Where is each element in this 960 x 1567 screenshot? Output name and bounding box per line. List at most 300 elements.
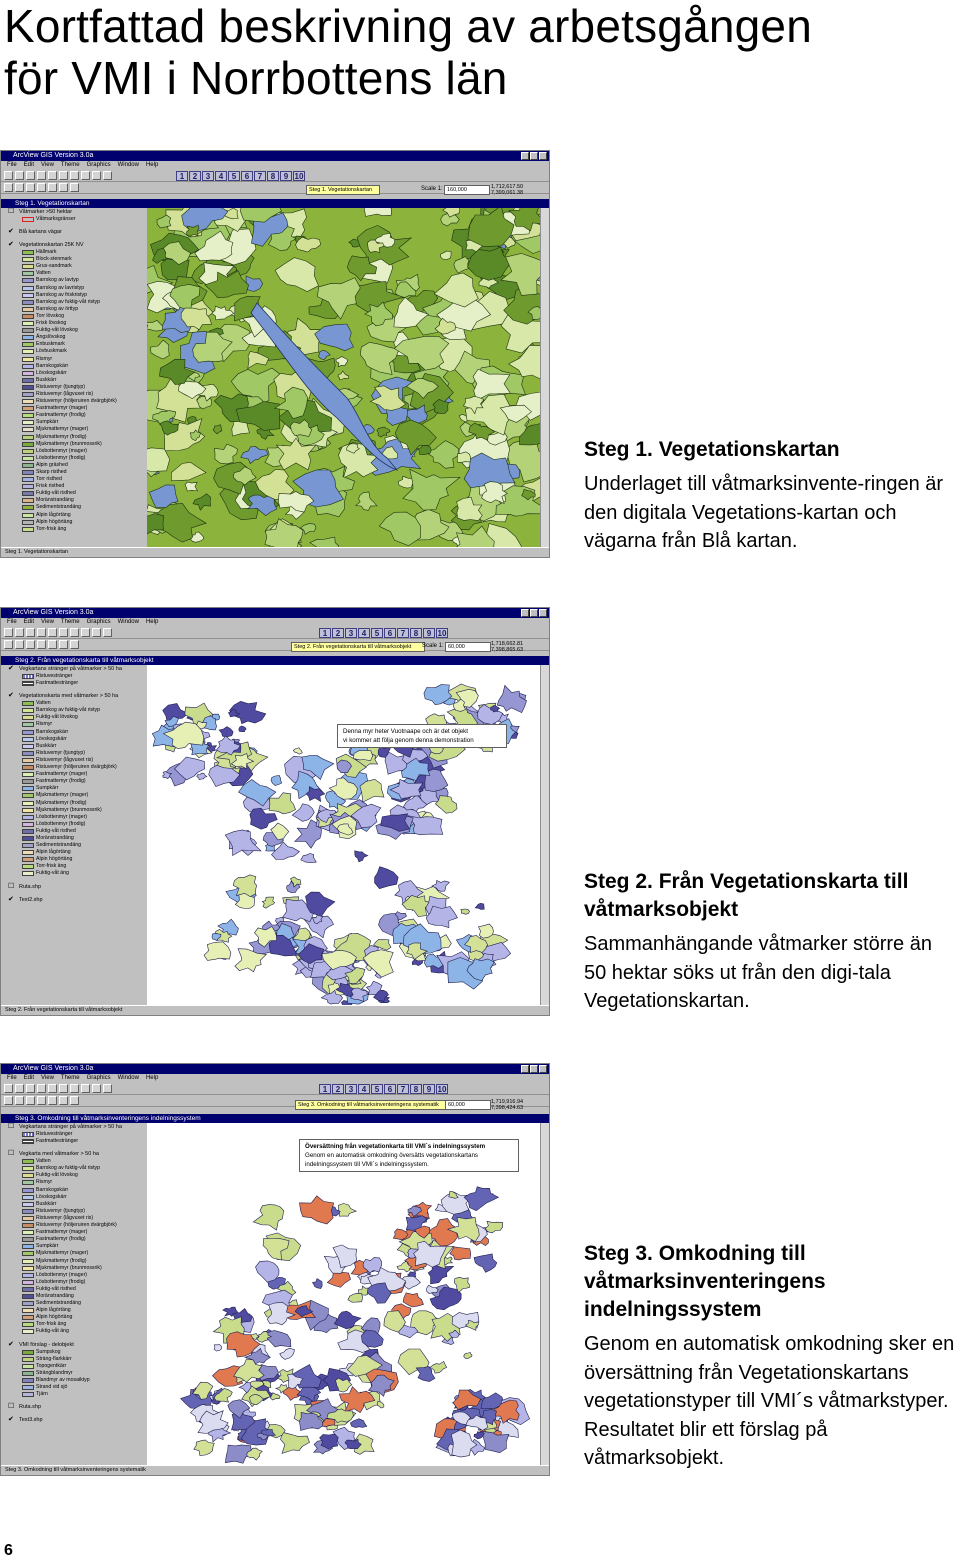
toc-theme-ruta[interactable] [1, 883, 147, 891]
close-button[interactable] [539, 1065, 547, 1073]
status-text: Steg 2. Från vegetationskarta till våtmarksobjekt [5, 1007, 123, 1013]
step-button-7[interactable]: 7 [397, 628, 409, 638]
legend-item [1, 519, 147, 526]
status-text: Steg 1. Vegetationskartan [5, 549, 68, 555]
legend-label: Rismyr [36, 355, 53, 362]
view-titlebar [1, 656, 549, 665]
legend-label: Torr-frisk äng [36, 525, 67, 532]
add-theme-icon[interactable] [15, 171, 24, 180]
legend-label: Torr-frisk äng [36, 863, 67, 870]
legend-item [1, 785, 147, 792]
legend-swatch [22, 1209, 34, 1214]
legend-item [1, 1208, 147, 1215]
legend-item [1, 441, 147, 448]
arcview-window-step1 [0, 150, 550, 558]
legend-swatch [22, 822, 34, 827]
theme-checkbox[interactable]: ✔ [8, 665, 14, 672]
theme-checkbox[interactable]: ✔ [8, 241, 14, 249]
step-button-3[interactable]: 3 [345, 1084, 357, 1094]
menu-theme[interactable]: Theme [60, 1075, 80, 1081]
scale-input[interactable]: 60,000 [445, 1100, 491, 1110]
vertical-scrollbar[interactable] [540, 1123, 549, 1466]
step-button-9[interactable]: 9 [423, 628, 435, 638]
toc-theme-ruta[interactable] [1, 1403, 147, 1411]
zoom-out-icon[interactable] [81, 171, 90, 180]
legend-item [1, 1307, 147, 1314]
legend-item [1, 1131, 147, 1138]
scale-input[interactable]: 160,000 [444, 185, 490, 195]
legend-label: Ristuvemyr (höljeruiren dvärgbjörk) [36, 764, 117, 771]
toc-theme-strings[interactable] [1, 1123, 147, 1131]
legend-swatch [22, 843, 34, 848]
theme-checkbox[interactable]: ✔ [8, 1340, 14, 1348]
page-number: 6 [4, 1542, 13, 1559]
measure-icon[interactable] [70, 640, 79, 649]
legend-label: Ristuvemyr (höljeruiren dvärgbjörk) [36, 398, 117, 405]
legend-swatch [22, 1216, 34, 1221]
query-icon[interactable] [92, 1084, 101, 1093]
legend-swatch [22, 513, 34, 518]
zoom-out-icon[interactable] [81, 1084, 90, 1093]
maximize-button[interactable] [530, 609, 538, 617]
menu-help[interactable]: Help [145, 1075, 159, 1081]
identify-icon[interactable] [4, 640, 13, 649]
theme-checkbox[interactable]: ✔ [8, 895, 14, 903]
theme-name: VMI förslag - delobjekt [19, 1341, 74, 1348]
step-button-8[interactable]: 8 [410, 628, 422, 638]
legend-swatch [22, 456, 34, 461]
step-button-1[interactable]: 1 [176, 171, 188, 181]
help-icon[interactable] [103, 1084, 112, 1093]
theme-checkbox[interactable]: ☐ [8, 882, 15, 890]
legend-swatch [22, 470, 34, 475]
legend-swatch [22, 335, 34, 340]
legend-swatch [22, 1280, 34, 1285]
view-title: Steg 1. Vegetationskartan [15, 200, 90, 207]
legend-label: Barrskog av fuktig-våt ristyp [36, 707, 101, 714]
legend-label: Sumpkärr [36, 419, 59, 426]
toc-theme-vegetation-wetlands[interactable] [1, 692, 147, 700]
vertical-scrollbar[interactable] [540, 208, 549, 548]
legend-item [1, 398, 147, 405]
legend-label: Mjukmattemyr (mager) [36, 1250, 89, 1257]
step-button-10[interactable]: 10 [437, 1085, 447, 1094]
legend-swatch [22, 1308, 34, 1313]
table-icon[interactable] [48, 171, 57, 180]
table-icon[interactable] [48, 1084, 57, 1093]
step-button-8[interactable]: 8 [410, 1084, 422, 1094]
pointer-icon[interactable] [15, 1096, 24, 1105]
legend-swatch [22, 1371, 34, 1376]
step-button-10[interactable]: 10 [437, 629, 447, 638]
legend-swatch [22, 737, 34, 742]
zoom-in-icon[interactable] [70, 1084, 79, 1093]
page-title-line-2: för VMI i Norrbottens län [4, 52, 508, 104]
zoom-in-tool-icon[interactable] [37, 183, 46, 192]
step-button-1[interactable]: 1 [319, 628, 331, 638]
theme-name: Text3.shp [19, 1417, 43, 1424]
legend-label: Moränstrandäng [36, 834, 74, 841]
cursor-coordinates: 1,718,662.81 7,398,865.63 [491, 641, 524, 653]
legend-swatch [22, 385, 34, 390]
legend-label: Ristuvestränger [36, 1131, 73, 1137]
legend-swatch [22, 1237, 34, 1242]
step-button-4[interactable]: 4 [358, 628, 370, 638]
legend-label: Sedimentstrandäng [36, 842, 81, 849]
zoom-full-icon[interactable] [59, 1084, 68, 1093]
legend-swatch [22, 449, 34, 454]
legend-label: Sumpkärr [36, 1243, 59, 1250]
help-icon[interactable] [103, 628, 112, 637]
query-icon[interactable] [92, 628, 101, 637]
zoom-out-tool-icon[interactable] [48, 640, 57, 649]
menu-window[interactable]: Window [117, 162, 139, 168]
table-icon[interactable] [48, 628, 57, 637]
map-view[interactable] [147, 1123, 541, 1466]
legend-swatch [22, 484, 34, 489]
window-titlebar [1, 608, 549, 618]
legend-item [1, 292, 147, 299]
legend-label: Barrskogskärr [36, 728, 69, 735]
legend-item [1, 771, 147, 778]
legend-label: Ristuvestränger [36, 673, 73, 679]
zoom-in-icon[interactable] [70, 171, 79, 180]
legend-label: Fuktig-våt risthed [36, 1285, 76, 1292]
legend-label: Fuktig-våt lövskog [36, 714, 78, 721]
scale-input[interactable]: 60,000 [445, 642, 491, 652]
step-2-title: Steg 2. Från Vegetationskarta till våtmarksobjekt [584, 870, 909, 921]
vertical-scrollbar[interactable] [540, 665, 549, 1006]
legend-item [1, 1377, 147, 1384]
legend-swatch [22, 779, 34, 784]
legend-swatch [22, 307, 34, 312]
legend-swatch [22, 1173, 34, 1178]
legend-label: Rismyr [36, 721, 53, 728]
menu-window[interactable]: Window [117, 619, 139, 625]
legend-item [1, 1187, 147, 1194]
legend-swatch [22, 1159, 34, 1164]
zoom-out-tool-icon[interactable] [48, 183, 57, 192]
map-view[interactable] [147, 208, 541, 548]
menu-file[interactable]: File [7, 619, 17, 625]
vegetation-legend-list [1, 249, 147, 533]
theme-name: Text2.shp [19, 896, 43, 903]
window-title: ArcView GIS Version 3.0a [13, 1065, 94, 1072]
legend-item [1, 306, 147, 313]
step-button-2[interactable]: 2 [189, 171, 201, 181]
pan-icon[interactable] [59, 183, 68, 192]
theme-checkbox[interactable]: ☐ [8, 1403, 15, 1411]
legend-editor-icon[interactable] [37, 628, 46, 637]
legend-swatch [22, 1266, 34, 1271]
legend-swatch [22, 1273, 34, 1278]
legend-editor-icon[interactable] [37, 171, 46, 180]
menu-help[interactable]: Help [145, 619, 159, 625]
close-button[interactable] [539, 609, 547, 617]
legend-swatch [22, 314, 34, 319]
menu-edit[interactable]: Edit [23, 619, 35, 625]
legend-item [1, 263, 147, 270]
step-button-2[interactable]: 2 [332, 628, 344, 638]
step-button-3[interactable]: 3 [345, 628, 357, 638]
measure-icon[interactable] [70, 183, 79, 192]
menu-view[interactable]: View [41, 162, 54, 168]
vertex-edit-icon[interactable] [26, 1096, 35, 1105]
step-button-row [319, 1084, 448, 1094]
menu-file[interactable]: File [7, 162, 17, 168]
map-view[interactable] [147, 665, 541, 1006]
zoom-full-icon[interactable] [59, 171, 68, 180]
legend-swatch [22, 217, 34, 222]
step-button-6[interactable]: 6 [384, 1084, 396, 1094]
legend-swatch [22, 1329, 34, 1334]
legend-swatch [22, 293, 34, 298]
view-titlebar [1, 1114, 549, 1123]
legend-item [1, 1138, 147, 1145]
step-button-5[interactable]: 5 [371, 1084, 383, 1094]
legend-item [1, 673, 147, 680]
legend-item [1, 1384, 147, 1391]
legend-item [1, 1172, 147, 1179]
legend-label: Strand vid sjö [36, 1384, 68, 1390]
annotation-title: Översättning från vegetationkarta till VMI´s indelningssystem [305, 1143, 486, 1150]
toc-theme-vegetation-wetlands[interactable] [1, 1150, 147, 1158]
menu-window[interactable]: Window [117, 1075, 139, 1081]
legend-item [1, 490, 147, 497]
legend-label: Mjukmattemyr (frodig) [36, 433, 87, 440]
zoom-in-tool-icon[interactable] [37, 1096, 46, 1105]
toc-theme-wetlands[interactable] [1, 208, 147, 216]
legend-label: Fuktig-våt risthed [36, 827, 76, 834]
legend-item [1, 299, 147, 306]
legend-label: Enbuskmark [36, 341, 65, 348]
menu-theme[interactable]: Theme [60, 619, 80, 625]
legend-label: Buskkärr [36, 376, 57, 383]
measure-icon[interactable] [70, 1096, 79, 1105]
legend-swatch [22, 491, 34, 496]
legend-swatch [22, 271, 34, 276]
help-icon[interactable] [103, 171, 112, 180]
step-button-4[interactable]: 4 [358, 1084, 370, 1094]
pointer-icon[interactable] [15, 183, 24, 192]
legend-swatch [22, 406, 34, 411]
pointer-icon[interactable] [15, 640, 24, 649]
step-button-3[interactable]: 3 [202, 171, 214, 181]
legend-item [1, 363, 147, 370]
menu-edit[interactable]: Edit [23, 1075, 35, 1081]
minimize-button[interactable] [521, 152, 529, 160]
annotation-line-2: indelningssystem till VMI´s indelningssystem. [305, 1161, 429, 1168]
step-button-5[interactable]: 5 [228, 171, 240, 181]
legend-swatch [22, 278, 34, 283]
legend-item [1, 828, 147, 835]
theme-checkbox[interactable]: ✔ [8, 1416, 14, 1424]
legend-item [1, 863, 147, 870]
theme-properties-icon[interactable] [26, 628, 35, 637]
theme-checkbox[interactable]: ✔ [8, 228, 14, 236]
theme-name: Vegkartans stränger på våtmarker > 50 ha [19, 666, 122, 672]
theme-checkbox[interactable]: ✔ [8, 692, 14, 700]
map-annotation [299, 1139, 519, 1172]
theme-checkbox[interactable]: ☐ [8, 1123, 15, 1130]
legend-label: Tjärn [36, 1391, 48, 1398]
legend-label: Barrskog av fuktig-våt ristyp [36, 1165, 101, 1172]
legend-swatch [22, 1294, 34, 1299]
zoom-out-tool-icon[interactable] [48, 1096, 57, 1105]
menu-theme[interactable]: Theme [60, 162, 80, 168]
minimize-button[interactable] [521, 609, 529, 617]
step-button-1[interactable]: 1 [319, 1084, 331, 1094]
step-button-6[interactable]: 6 [384, 628, 396, 638]
scale-label: Scale 1: [422, 643, 444, 649]
identify-icon[interactable] [4, 1096, 13, 1105]
view-titlebar [1, 199, 549, 208]
legend-label: Fastmattemyr (frodig) [36, 778, 86, 785]
theme-checkbox[interactable]: ☐ [8, 208, 15, 215]
menu-edit[interactable]: Edit [23, 162, 35, 168]
menu-graphics[interactable]: Graphics [86, 619, 111, 625]
legend-item [1, 512, 147, 519]
legend-label: Våtmarksgränser [36, 216, 76, 222]
legend-label: Lösbottenmyr (frodig) [36, 820, 86, 827]
status-bar [1, 1005, 549, 1015]
theme-name: Vegkarta med våtmarker > 50 ha [19, 1151, 99, 1158]
legend-item [1, 800, 147, 807]
maximize-button[interactable] [530, 1065, 538, 1073]
menu-view[interactable]: View [41, 619, 54, 625]
legend-item [1, 469, 147, 476]
toc-theme-text2[interactable] [1, 896, 147, 904]
legend-label: Lövskogskärr [36, 1193, 67, 1200]
legend-swatch [22, 674, 34, 679]
pan-icon[interactable] [59, 1096, 68, 1105]
legend-swatch [22, 527, 34, 532]
legend-label: Sedimentstrandäng [36, 504, 81, 511]
maximize-button[interactable] [530, 152, 538, 160]
legend-item [1, 341, 147, 348]
zoom-in-icon[interactable] [70, 628, 79, 637]
menu-help[interactable]: Help [145, 162, 159, 168]
legend-item [1, 426, 147, 433]
toc-theme-roads[interactable] [1, 228, 147, 236]
theme-properties-icon[interactable] [26, 171, 35, 180]
legend-label: Hällmark [36, 249, 57, 256]
legend-swatch [22, 357, 34, 362]
legend-swatch [22, 808, 34, 813]
legend-label: Fastmattemyr (frodig) [36, 1236, 86, 1243]
view-title: Steg 3. Omkodning till våtmarksinventeringens indelningssystem [15, 1115, 201, 1122]
legend-label: Lösbottenmyr (frodig) [36, 454, 86, 461]
legend-swatch [22, 829, 34, 834]
legend-swatch [22, 815, 34, 820]
toc-theme-vegetation[interactable] [1, 241, 147, 249]
legend-editor-icon[interactable] [37, 1084, 46, 1093]
menu-graphics[interactable]: Graphics [86, 162, 111, 168]
add-theme-icon[interactable] [15, 1084, 24, 1093]
minimize-button[interactable] [521, 1065, 529, 1073]
menu-file[interactable]: File [7, 1075, 17, 1081]
vertex-edit-icon[interactable] [26, 640, 35, 649]
legend-swatch [22, 1223, 34, 1228]
arcview-window-step2 [0, 607, 550, 1016]
save-icon[interactable] [4, 171, 13, 180]
identify-icon[interactable] [4, 183, 13, 192]
legend-item [1, 313, 147, 320]
legend-label: Sumpskog [36, 1348, 61, 1355]
legend-swatch [22, 399, 34, 404]
menu-bar [1, 1074, 549, 1083]
legend-label: Barrskogskärr [36, 362, 69, 369]
save-icon[interactable] [4, 1084, 13, 1093]
pan-icon[interactable] [59, 640, 68, 649]
legend-swatch [22, 420, 34, 425]
menu-view[interactable]: View [41, 1075, 54, 1081]
legend-item [1, 377, 147, 384]
legend-label: Alpin högörtäng [36, 1314, 73, 1321]
save-icon[interactable] [4, 628, 13, 637]
legend-label: Buskkärr [36, 1200, 57, 1207]
theme-name: Ruta.shp [19, 883, 42, 890]
zoom-in-tool-icon[interactable] [37, 640, 46, 649]
step-button-7[interactable]: 7 [397, 1084, 409, 1094]
theme-name: Blå kartans vägar [19, 229, 62, 236]
legend-item [1, 807, 147, 814]
menu-graphics[interactable]: Graphics [86, 1075, 111, 1081]
step-button-10[interactable]: 10 [294, 172, 304, 181]
legend-item [1, 526, 147, 533]
legend-label: Lövskogskärr [36, 735, 67, 742]
toc-theme-text3[interactable] [1, 1416, 147, 1424]
step-button-7[interactable]: 7 [254, 171, 266, 181]
legend-item [1, 721, 147, 728]
theme-checkbox[interactable]: ☐ [8, 1150, 15, 1158]
step-button-4[interactable]: 4 [215, 171, 227, 181]
legend-item [1, 821, 147, 828]
add-theme-icon[interactable] [15, 628, 24, 637]
toc-theme-vmi-proposal[interactable] [1, 1341, 147, 1349]
step-button-5[interactable]: 5 [371, 628, 383, 638]
legend-swatch [22, 1315, 34, 1320]
step-button-9[interactable]: 9 [423, 1084, 435, 1094]
legend-swatch [22, 435, 34, 440]
close-button[interactable] [539, 152, 547, 160]
legend-swatch [22, 300, 34, 305]
toc-theme-strings[interactable] [1, 665, 147, 673]
theme-properties-icon[interactable] [26, 1084, 35, 1093]
step-button-8[interactable]: 8 [267, 171, 279, 181]
legend-label: Skarp risthed [36, 469, 67, 475]
step-button-row [176, 171, 305, 181]
step-button-2[interactable]: 2 [332, 1084, 344, 1094]
query-icon[interactable] [92, 171, 101, 180]
legend-swatch [22, 520, 34, 525]
table-of-contents [1, 665, 148, 1006]
legend-item [1, 1201, 147, 1208]
legend-label: Moränstrandäng [36, 497, 74, 504]
theme-name: Ruta.shp [19, 1404, 42, 1411]
step-button-6[interactable]: 6 [241, 171, 253, 181]
step-button-9[interactable]: 9 [280, 171, 292, 181]
legend-label: Rismyr [36, 1179, 53, 1186]
zoom-out-icon[interactable] [81, 628, 90, 637]
legend-swatch [22, 1322, 34, 1327]
legend-item [1, 384, 147, 391]
legend-item [1, 792, 147, 799]
legend-item [1, 1300, 147, 1307]
legend-swatch [22, 1301, 34, 1306]
zoom-full-icon[interactable] [59, 628, 68, 637]
vertex-edit-icon[interactable] [26, 183, 35, 192]
